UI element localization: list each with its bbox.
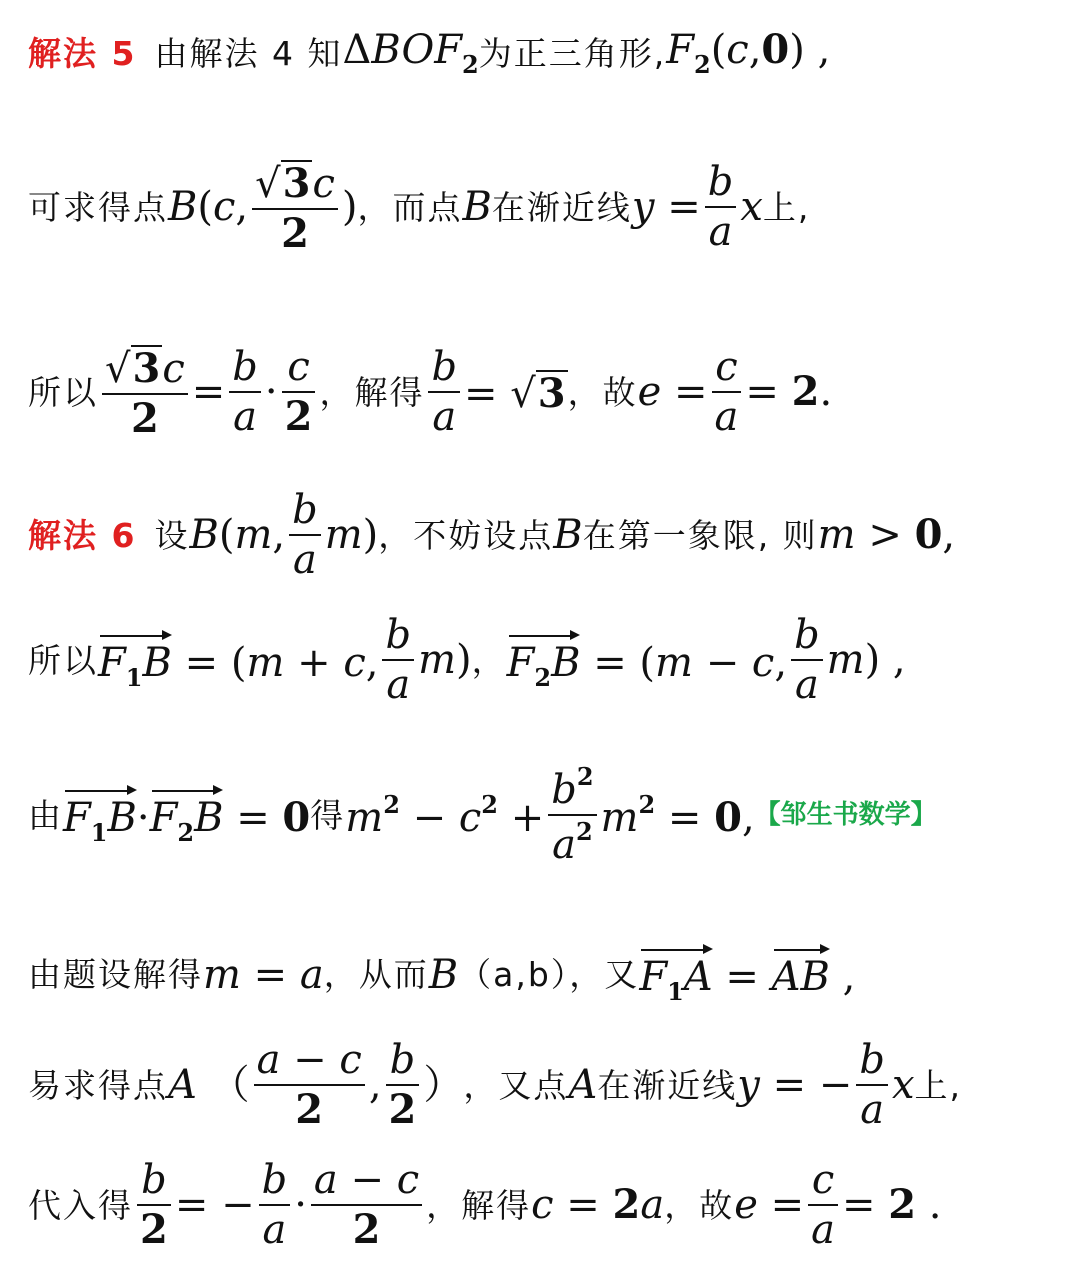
s5-l2-frac: √ 3 c 2 xyxy=(252,160,338,254)
s5-l2-asym: $\frac{b}{a}$ xyxy=(705,162,737,252)
s6-l6-text-a: 代入得 xyxy=(28,1185,133,1225)
s6-l3-text-b: 得 xyxy=(310,795,346,835)
s6-l5-text-b: ，又点 xyxy=(463,1065,569,1105)
s5-l2-text-b: ，而点 xyxy=(357,187,463,227)
s6-l5-text-a: 易求得点 xyxy=(28,1065,168,1105)
s6-label: 解法 6 xyxy=(28,515,137,555)
s6-l3-text-a: 由 xyxy=(28,795,63,835)
s6-line-3: 由 $F_1B\cdot F_2B = 0$ 得 $m^2 - c^2$ + $\frac{b^2}{a^2}$ $m^2 = 0$, 【邹生书数学】 xyxy=(28,762,937,868)
s6-l2-text-a: 所以 xyxy=(28,640,98,680)
s5-l1-triangle: $\Delta BOF_2$ xyxy=(342,27,479,79)
s5-l3-text-a: 所以 xyxy=(28,372,98,412)
s6-l6-text-c: ，故 xyxy=(664,1185,735,1225)
s6-line-2: 所以 $F_1B = (m + c$, $\frac{b}{a}$ m) ， $F_2B = (m - c$, $\frac{b}{a}$ m) , xyxy=(28,612,906,708)
s6-line-1: 解法 6 设 B(m, $\frac{b}{a}$ m) ，不妨设点 B 在第一象限, 则 m > 0, xyxy=(28,487,956,583)
s5-l3-text-c: ，故 xyxy=(567,372,638,412)
s6-l1-text-a: 设 xyxy=(154,515,190,555)
s6-l4-text-b: ，从而 xyxy=(323,955,429,994)
s5-label: 解法 5 xyxy=(28,34,137,73)
s6-l5-text-c: 在渐近线 xyxy=(597,1065,738,1105)
s6-line-5: 易求得点 A （ $\frac{a - c}{2}$ , $\frac{b}{2}$ ） ，又点 A 在渐近线 y = − $\frac{b}{a}$ x 上, xyxy=(28,1037,962,1133)
s5-line-3: 所以 √ 3 c 2 = $\frac{b}{a}$ · $\frac{c}{2}$ ，解得 $\frac{b}{a}$ = √ 3 ，故 e = $\frac{c}{a}$ = 2. xyxy=(28,344,833,442)
s5-l1-focus: $F_2(c,0)$ , xyxy=(666,26,831,79)
watermark: 【邹生书数学】 xyxy=(754,800,937,830)
s5-l2-text-d: 上, xyxy=(762,187,811,227)
s5-l2-text-c: 在渐近线 xyxy=(491,187,632,227)
s5-l1-text: 由解法 4 知 xyxy=(154,34,343,73)
s5-line-2: 可求得点 B(c, √ 3 c 2 ) ，而点 B 在渐近线 y = $\frac{b}{a}$ x 上, xyxy=(28,159,811,257)
s5-line-1 xyxy=(28,26,1060,79)
s6-l4-text-a: 由题设解得 xyxy=(28,955,203,994)
s6-l5-text-d: 上, xyxy=(914,1065,962,1105)
s5-l2-pointB: B(c, xyxy=(168,184,249,230)
s5-l3-text-b: ，解得 xyxy=(319,372,425,412)
s6-l1-text-c: 在第一象限, 则 xyxy=(582,515,818,555)
s6-line-6: 代入得 $\frac{b}{2}$ = − $\frac{b}{a}$ · $\frac{a - c}{2}$ ，解得 c = 2a ，故 e = $\frac{c}{a}$ = 2 . xyxy=(28,1157,942,1253)
s6-l4-text-c: （a,b），又 xyxy=(458,955,640,994)
s6-l1-text-b: ，不妨设点 xyxy=(378,515,554,555)
s5-l2-text-a: 可求得点 xyxy=(28,187,168,227)
s5-l1-mid: 为正三角形, xyxy=(478,34,667,73)
s6-l6-text-b: ，解得 xyxy=(426,1185,532,1225)
s6-line-4: 由题设解得 m = a ，从而 B （a,b），又 $F_1A$ = AB , xyxy=(28,945,1060,1004)
